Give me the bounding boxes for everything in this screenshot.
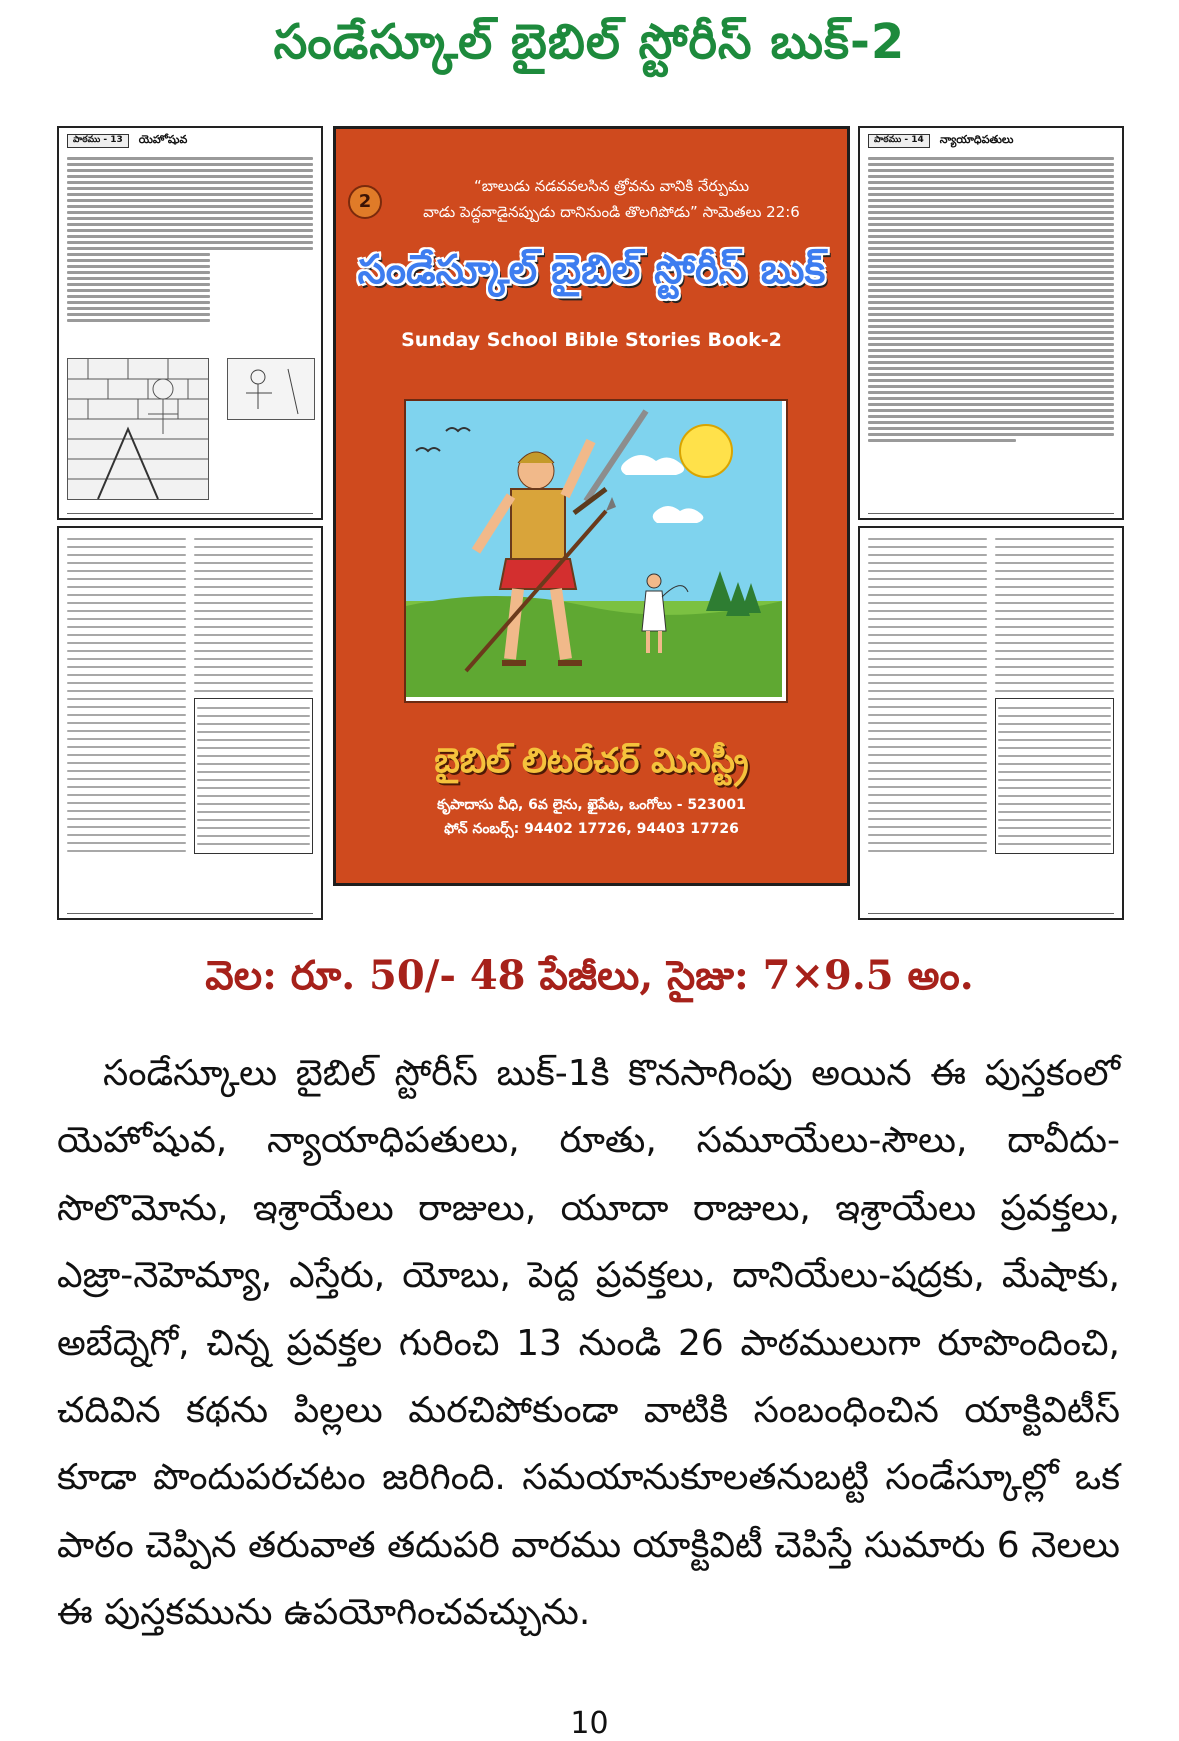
price-info: వెల: రూ. 50/- 48 పేజీలు, సైజు: 7×9.5 అం.: [205, 952, 974, 999]
book-cover: [333, 126, 850, 886]
cover-quote: [396, 173, 827, 225]
publisher-phone: ఫోన్ నంబర్స్: 94402 17726, 94403 17726: [444, 821, 739, 837]
volume-badge: 2: [348, 185, 382, 219]
figure-illustration: [227, 358, 315, 420]
thumbnail-footer: [67, 513, 313, 515]
page-title: సండేస్కూల్ బైబిల్ స్టోరీస్ బుక్-2: [273, 14, 906, 70]
lesson-tag: పాఠము - 14: [868, 134, 930, 148]
lesson-13-activity-thumbnail: [57, 526, 323, 920]
wall-illustration: [67, 358, 209, 500]
description-paragraph: సండేస్కూలు బైబిల్ స్టోరీస్ బుక్-1కి కొనసాగింపు అయిన ఈ పుస్తకంలో యెహోషువ, న్యాయాధిపతులు, రూతు, సమూయేలు-సౌలు, దావీదు-సొలొమోను, ఇశ్రాయేలు రాజులు, యూదా రాజులు, ఇశ్రాయేలు ప్రవక్తలు, ఎజ్రా-నెహెమ్యా, ఎస్తేరు, యోబు, పెద్ద ప్రవక్తలు, దానియేలు-షద్రకు, మేషాకు, అబేద్నెగో, చిన్న ప్రవక్తల గురించి 13 నుండి 26 పాఠములుగా రూపొందించి, చదివిన కథను పిల్లలు మరచిపోకుండా వాటికి సంబంధించిన యాక్టివిటీస్ కూడా పొందుపరచటం జరిగింది. సమయానుకూలతనుబట్టి సండేస్కూల్లో ఒక పాఠం చెప్పిన తరువాత తదుపరి వారము యాక్టివిటీ చెపిస్తే సుమారు 6 నెలలు ఈ పుస్తకమును ఉపయోగించవచ్చును.: [57, 1053, 1120, 1634]
cover-quote-line1: “బాలుడు నడవవలసిన త్రోవను వానికి నేర్పుము: [473, 177, 750, 195]
thumbnail-footer: [67, 913, 313, 915]
david-goliath-illustration: [404, 399, 788, 703]
page-number: 10: [570, 1706, 609, 1741]
publisher-address: కృపాదాసు వీధి, 6వ లైను, ఖైపేట, ఒంగోలు - 523001: [437, 797, 746, 813]
cover-title: సండేస్కూల్ బైబిల్ స్టోరీస్ బుక్: [357, 247, 826, 293]
cover-subtitle: Sunday School Bible Stories Book-2: [401, 329, 782, 351]
thumbnail-footer: [868, 913, 1114, 915]
lesson-heading: యెహోషువ: [138, 133, 188, 146]
cover-quote-line2: వాడు పెద్దవాడైనప్పుడు దానినుండి తొలగిపోడు” సామెతలు 22:6: [423, 203, 800, 221]
publisher-name: బైబిల్ లిటరేచర్ మినిస్ట్రీ: [434, 741, 749, 781]
lesson-heading: న్యాయాధిపతులు: [939, 133, 1014, 146]
lesson-text-block: [860, 152, 1122, 447]
lesson-13-page-thumbnail: [57, 126, 323, 520]
lesson-tag: పాఠము - 13: [67, 134, 129, 148]
lesson-14-page-thumbnail: [858, 126, 1124, 520]
lesson-text-block: [59, 152, 321, 327]
thumbnail-footer: [868, 513, 1114, 515]
lesson-14-activity-thumbnail: [858, 526, 1124, 920]
